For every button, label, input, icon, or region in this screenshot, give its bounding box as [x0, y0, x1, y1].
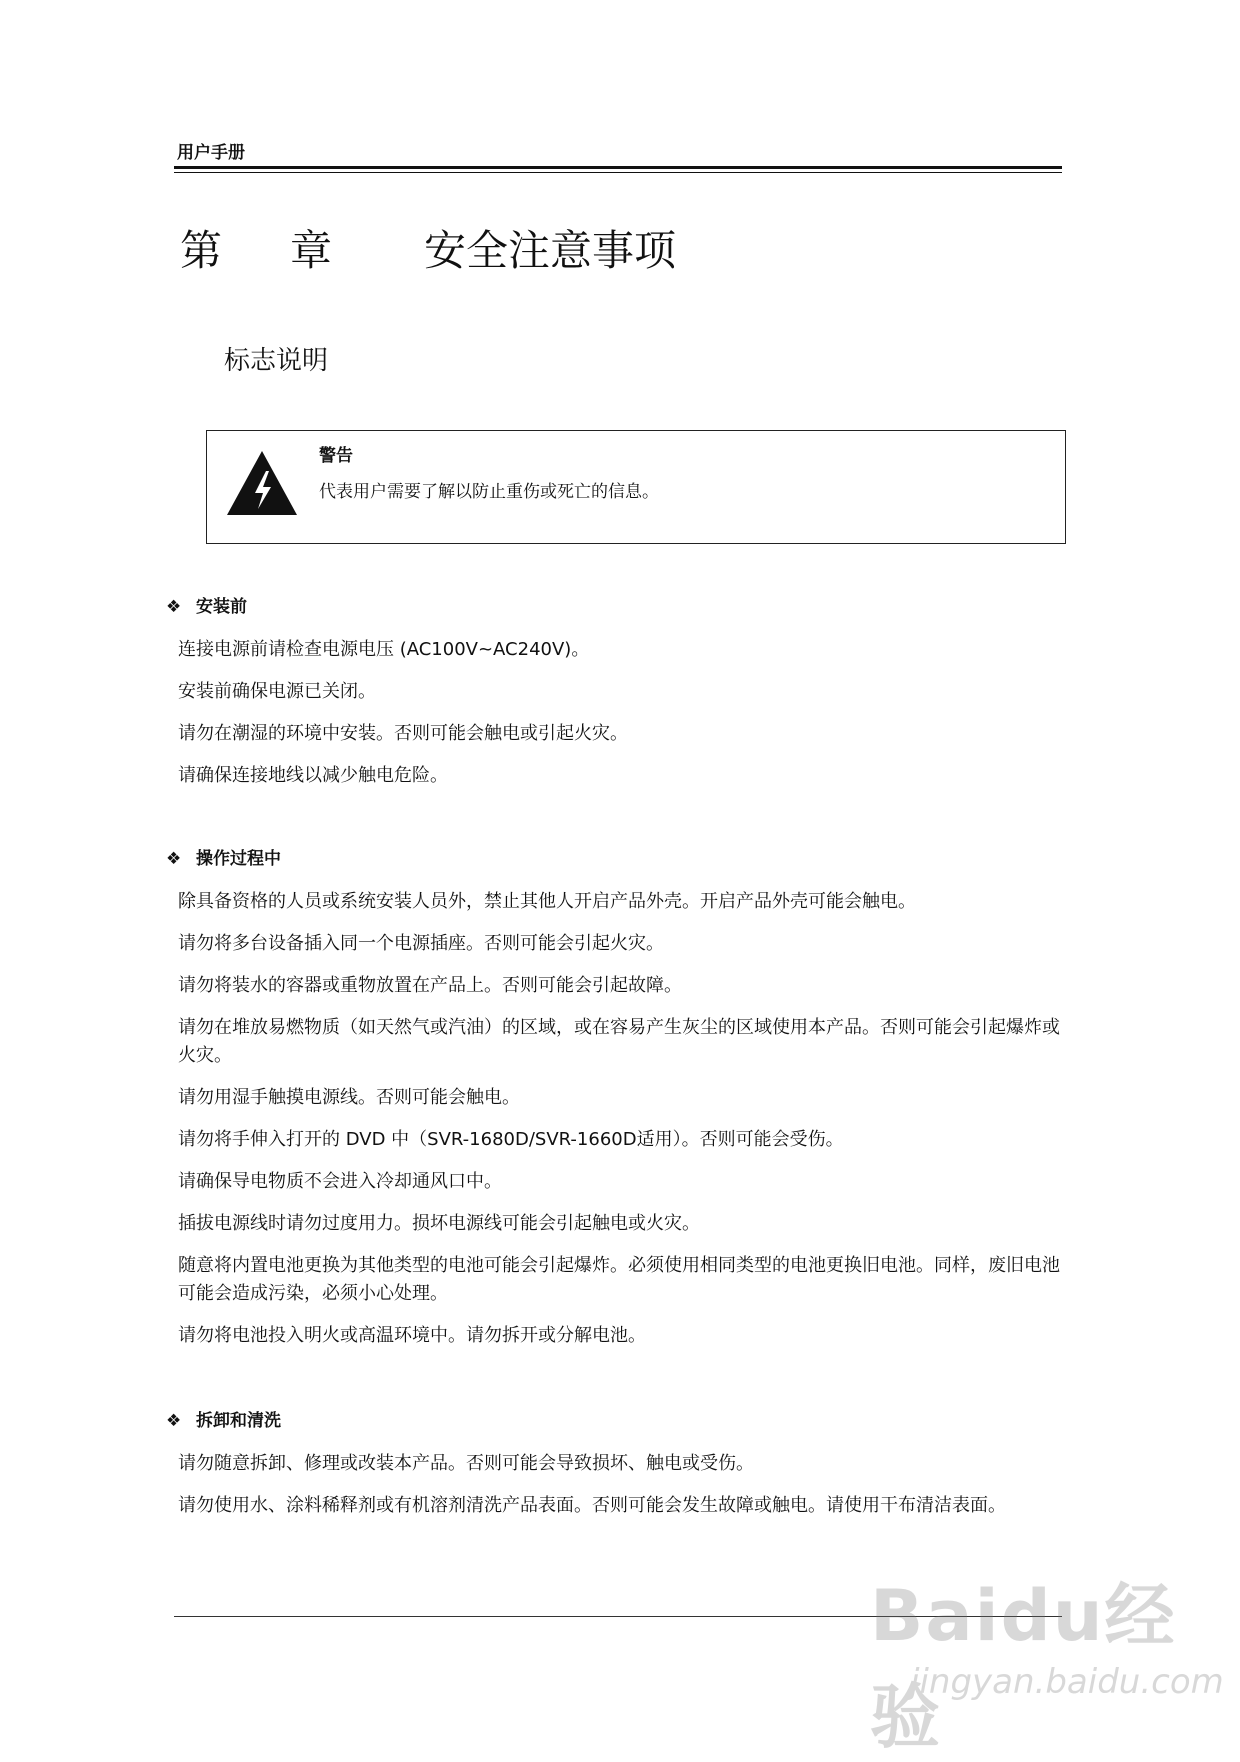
list-item: 插拔电源线时请勿过度用力。损坏电源线可能会引起触电或火灾。	[178, 1213, 700, 1234]
warning-description: 代表用户需要了解以防止重伤或死亡的信息。	[319, 482, 659, 502]
list-item: 除具备资格的人员或系统安装人员外，禁止其他人开启产品外壳。开启产品外壳可能会触电。	[178, 891, 916, 912]
diamond-bullet-icon: ❖	[166, 1411, 182, 1431]
list-item: 请勿将多台设备插入同一个电源插座。否则可能会引起火灾。	[178, 933, 664, 954]
header-label: 用户手册	[177, 143, 245, 163]
warning-box	[206, 430, 1066, 544]
section-heading-cleaning	[166, 1406, 281, 1431]
list-item: 请勿使用水、涂料稀释剂或有机溶剂清洗产品表面。否则可能会发生故障或触电。请使用干布清洁表面。	[178, 1495, 1006, 1516]
diamond-bullet-icon: ❖	[166, 849, 182, 869]
header-rule-thin	[174, 172, 1062, 173]
watermark-url: jingyan.baidu.com	[910, 1662, 1224, 1702]
watermark	[870, 1560, 1224, 1758]
list-item: 请勿在堆放易燃物质（如天然气或汽油）的区域，或在容易产生灰尘的区域使用本产品。否则可能会引起爆炸或火灾。	[178, 1017, 1060, 1066]
chapter-title: 安全注意事项	[424, 226, 677, 275]
list-item: 请勿用湿手触摸电源线。否则可能会触电。	[178, 1087, 520, 1108]
section-title: 标志说明	[224, 346, 329, 376]
section-heading-label: 操作过程中	[196, 849, 281, 869]
list-item: 安装前确保电源已关闭。	[178, 681, 376, 702]
diamond-bullet-icon: ❖	[166, 597, 182, 617]
header-rule	[174, 166, 1062, 169]
chapter-suffix: 章	[290, 226, 333, 275]
list-item: 请确保连接地线以减少触电危险。	[178, 765, 448, 786]
list-item: 请勿随意拆卸、修理或改装本产品。否则可能会导致损坏、触电或受伤。	[178, 1453, 754, 1474]
list-item: 请勿将手伸入打开的 DVD 中（SVR-1680D/SVR-1660D适用）。否则可能会受伤。	[178, 1129, 844, 1150]
list-item: 请确保导电物质不会进入冷却通风口中。	[178, 1171, 502, 1192]
list-item: 请勿在潮湿的环境中安装。否则可能会触电或引起火灾。	[178, 723, 628, 744]
section-heading-label: 拆卸和清洗	[196, 1411, 281, 1431]
list-item: 随意将内置电池更换为其他类型的电池可能会引起爆炸。必须使用相同类型的电池更换旧电池。同样，废旧电池可能会造成污染，必须小心处理。	[178, 1255, 1060, 1304]
electric-hazard-icon	[225, 449, 299, 517]
list-item: 请勿将电池投入明火或高温环境中。请勿拆开或分解电池。	[178, 1325, 646, 1346]
list-item: 请勿将装水的容器或重物放置在产品上。否则可能会引起故障。	[178, 975, 682, 996]
section-heading-install	[166, 592, 247, 617]
section-heading-label: 安装前	[196, 597, 247, 617]
section-heading-operation	[166, 844, 281, 869]
list-item: 连接电源前请检查电源电压 (AC100V~AC240V)。	[178, 639, 590, 660]
chapter-heading	[180, 218, 676, 278]
warning-title: 警告	[319, 446, 353, 466]
chapter-prefix: 第	[180, 226, 223, 275]
watermark-brand: Baidu经验	[870, 1575, 1177, 1758]
